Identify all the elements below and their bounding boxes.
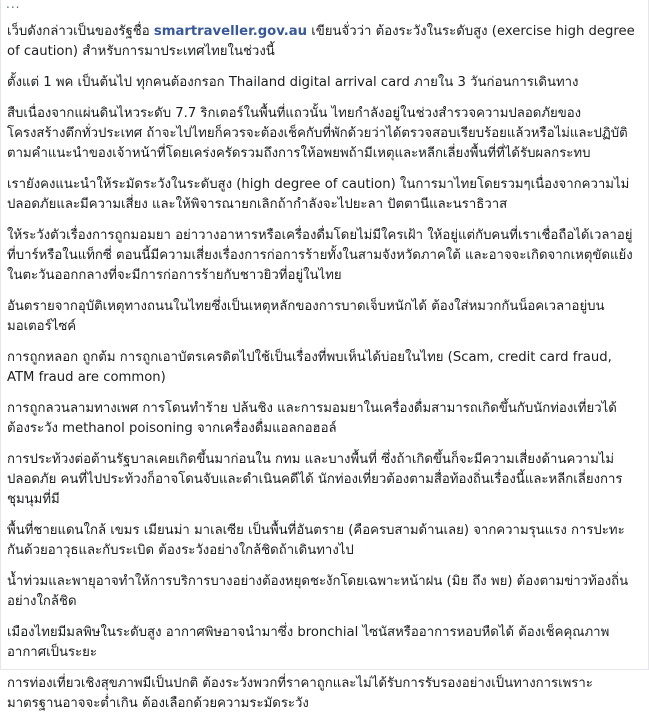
intro-text-before-link: เว็บดังกล่าวเป็นของรัฐชื่อ [7,24,154,39]
paragraph-earthquake: สืบเนื่องจากแผ่นดินไหวระดับ 7.7 ริกเตอร์ในพื้นที่แถวนั้น ไทยกำลังอยู่ในช่วงสำรวจความปลอดภัยของโครงสร้างตึกทั่วประเทศ ถ้าจะไปไทยก็ควรจะต้องเช็คกับที่พักด้วยว่าได้ตรวจสอบเรียบร้อยแล้วหรือไม่และปฏิบัติตามคำแนะนำของเจ้าหน้าที่โดยเคร่งครัดรวมถึงการให้อพยพถ้ามีเหตุและหลีกเลี่ยงพื้นที่ที่ได้รับผลกระทบ [7,106,628,161]
intro-paragraph [7,22,639,62]
paragraph-drink-spiking-terrorism: ให้ระวังตัวเรื่องการถูกมอมยา อย่าวางอาหารหรือเครื่องดื่มโดยไม่มีใครเฝ้า ให้อยู่แต่กับคนที่เราเชื่อถือได้เวลาอยู่ที่บาร์หรือในแท็กซี่ ตอนนี้มีความเสี่ยงเรื่องการก่อการร้ายทั้งในสามจังหวัดภาคใต้ และอาจจะเกิดจากเหตุขัดแย้งในตะวันออกกลางที่จะมีการก่อการร้ายกับชาวยิวที่อยู่ในไทย [7,228,633,283]
truncated-text-ellipsis: ... [6,0,21,11]
paragraph-caution-level: เรายังคงแนะนำให้ระมัดระวังในระดับสูง (high degree of caution) ในการมาไทยโดยรวมๆเนื่องจากความไม่ปลอดภัยและมีความเสี่ยง และให้พิจารณายกเลิกถ้ากำลังจะไปยะลา ปัตตานีและนราธิวาส [7,177,630,212]
paragraph-protests: การประท้วงต่อต้านรัฐบาลเคยเกิดขึ้นมาก่อนใน กทม และบางพื้นที่ ซึ่งถ้าเกิดขึ้นก็จะมีความเสี่ยงด้านความไม่ปลอดภัย คนที่ไปประท้วงก็อาจโดนจับและดำเนินคดีได้ นักท่องเที่ยวต้องตามสื่อท้องถิ่นเรื่องนี้และหลีกเลี่ยงการชุมนุมที่มี [7,452,623,507]
paragraph-scams: การถูกหลอก ถูกต้ม การถูกเอาบัตรเครดิตไปใช้เป็นเรื่องที่พบเห็นได้บ่อยในไทย (Scam, credit card fraud, ATM fraud are common) [7,350,612,385]
intro-text-after-link: เขียนจั่วว่า ต้องระวังในระดับสูง (exercise high degree of caution) สำหรับการมาประเทศไทยในช่วงนี้ [7,24,635,59]
post-body [7,22,639,725]
paragraph-floods: น้ำท่วมและพายุอาจทำให้การบริการบางอย่างต้องหยุดชะงักโดยเฉพาะหน้าฝน (มิย ถึง พย) ต้องตามข่าวท้องถิ่นอย่างใกล้ชิด [7,574,629,609]
paragraph-road-safety: อันตรายจากอุบัติเหตุทางถนนในไทยซึ่งเป็นเหตุหลักของการบาดเจ็บหนักได้ ต้องใส่หมวกกันน็อคเวลาอยู่บนมอเตอร์ไซค์ [7,299,605,334]
paragraph-arrival-card: ตั้งแต่ 1 พค เป็นต้นไป ทุกคนต้องกรอก Thailand digital arrival card ภายใน 3 วันก่อนการเดินทาง [7,75,579,90]
paragraph-assault-methanol: การถูกลวนลามทางเพศ การโดนทำร้าย ปล้นชิง และการมอมยาในเครื่องดื่มสามารถเกิดขึ้นกับนักท่องเที่ยวได้ ต้องระวัง methanol poisoning จากเครื่องดื่มแอลกอฮอล์ [7,401,617,436]
paragraph-pollution: เมืองไทยมีมลพิษในระดับสูง อากาศพิษอาจนำมาซึ่ง bronchial ไซนัสหรืออาการหอบหืดได้ ต้องเช็คคุณภาพอากาศเป็นระยะ [7,625,610,660]
smartraveller-link[interactable]: smartraveller.gov.au [153,24,308,39]
paragraph-medical-tourism: การท่องเที่ยวเชิงสุขภาพมีเป็นปกติ ต้องระวังพวกที่ราคาถูกและไม่ได้รับการรับรองอย่างเป็นทางการเพราะมาตรฐานอาจจะต่ำเกิน ต้องเลือกด้วยความระมัดระวัง [7,676,593,711]
paragraph-border-areas: พื้นที่ชายแดนใกล้ เขมร เมียนม่า มาเลเซีย เป็นพื้นที่อันตราย (คือครบสามด้านเลย) จากความรุนแรง การปะทะกันด้วยอาวุธและกับระเบิด ต้องระวังอย่างใกล้ชิดถ้าเดินทางไป [7,523,625,558]
